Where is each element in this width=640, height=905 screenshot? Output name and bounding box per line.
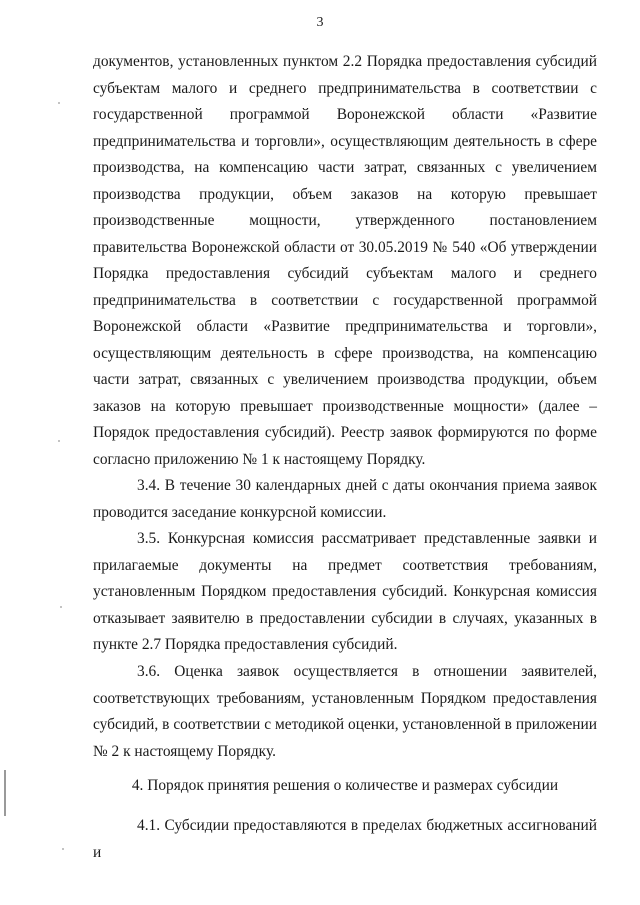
scan-speck <box>60 606 62 608</box>
scan-speck <box>62 848 64 850</box>
page-number: 3 <box>316 15 324 30</box>
paragraph-3-4: 3.4. В течение 30 календарных дней с даты окончания приема заявок проводится заседание конкурсной комиссии. <box>93 477 597 521</box>
paragraph-continuation: документов, установленных пунктом 2.2 Порядка предоставления субсидий субъектам малого и среднего предпринимательства в соответствии с государственной программой Воронежской области «Развитие предпринимательства и торговли», осуществляющим деятельность в сфере производства, на компенсацию части затрат, связанных с увеличением производства продукции, объем заказов на которую превышает производственные мощности, утвержденного постановлением правительства Воронежской области от 30.05.2019 № 540 «Об утверждении Порядка предоставления субсидий субъектам малого и среднего предпринимательства в соответствии с государственной программой Воронежской области «Развитие предпринимательства и торговли», осуществляющим деятельность в сфере производства, на компенсацию части затрат, связанных с увеличением производства продукции, объем заказов на которую превышает производственные мощности» (далее – Порядок предоставления субсидий). Реестр заявок формируются по форме согласно приложению № 1 к настоящему Порядку. <box>93 53 597 468</box>
paragraph-4-1: 4.1. Субсидии предоставляются в пределах бюджетных ассигнований и <box>93 817 597 861</box>
paragraph-3-6: 3.6. Оценка заявок осуществляется в отношении заявителей, соответствующих требованиям, установленным Порядком предоставления субсидий, в соответствии с методикой оценки, установленной в приложении № 2 к настоящему Порядку. <box>93 663 597 760</box>
paragraph-3-5: 3.5. Конкурсная комиссия рассматривает представленные заявки и прилагаемые документы на предмет соответствия требованиям, установленным Порядком предоставления субсидий. Конкурсная комиссия отказывает заявителю в предоставлении субсидии в случаях, указанных в пункте 2.7 Порядка предоставления субсидий. <box>93 530 597 653</box>
scan-speck <box>58 440 60 442</box>
scan-margin-mark <box>4 770 6 816</box>
section-4-heading: 4. Порядок принятия решения о количестве и размерах субсидии <box>131 777 559 794</box>
scan-speck <box>58 102 60 104</box>
